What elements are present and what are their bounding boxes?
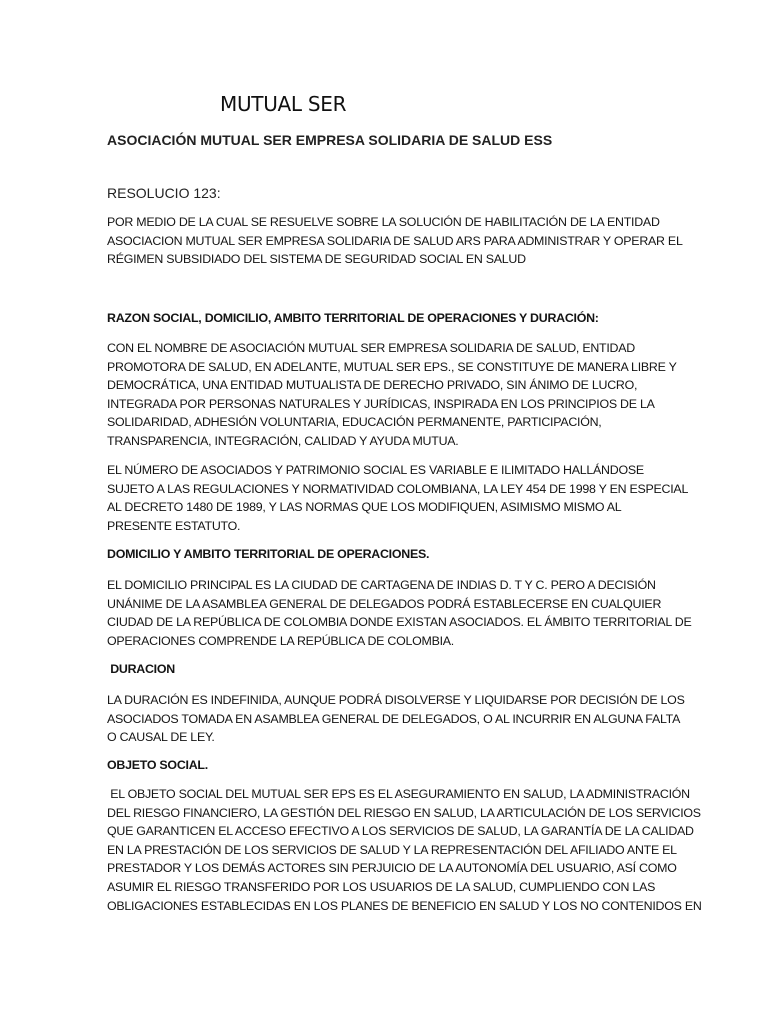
text-line: ASOCIACION MUTUAL SER EMPRESA SOLIDARIA DE SALUD ARS PARA ADMINISTRAR Y OPERAR EL bbox=[107, 233, 683, 248]
section-heading-objeto-social: OBJETO SOCIAL. bbox=[107, 758, 208, 772]
text-line: EN LA PRESTACIÓN DE LOS SERVICIOS DE SALUD Y LA REPRESENTACIÓN DEL AFILIADO ANTE EL bbox=[107, 842, 677, 857]
text-line: ASOCIADOS TOMADA EN ASAMBLEA GENERAL DE DELEGADOS, O AL INCURRIR EN ALGUNA FALTA bbox=[107, 711, 681, 726]
text-line: OPERACIONES COMPRENDE LA REPÚBLICA DE COLOMBIA. bbox=[107, 633, 454, 648]
text-line: EL NÚMERO DE ASOCIADOS Y PATRIMONIO SOCIAL ES VARIABLE E ILIMITADO HALLÁNDOSE bbox=[107, 463, 644, 477]
section-heading-duracion: DURACION bbox=[107, 662, 175, 676]
text-line: LA DURACIÓN ES INDEFINIDA, AUNQUE PODRÁ DISOLVERSE Y LIQUIDARSE POR DECISIÓN DE LOS bbox=[107, 693, 685, 707]
duracion-paragraph bbox=[107, 691, 685, 747]
resolution-number: RESOLUCIO 123: bbox=[107, 185, 221, 201]
intro-paragraph bbox=[107, 213, 683, 269]
text-line: EL DOMICILIO PRINCIPAL ES LA CIUDAD DE CARTAGENA DE INDIAS D. T Y C. PERO A DECISIÓN bbox=[107, 578, 656, 592]
text-line: POR MEDIO DE LA CUAL SE RESUELVE SOBRE LA SOLUCIÓN DE HABILITACIÓN DE LA ENTIDAD bbox=[107, 215, 660, 229]
objeto-social-paragraph bbox=[107, 785, 702, 915]
razon-social-paragraph bbox=[107, 339, 677, 451]
section-heading-domicilio: DOMICILIO Y AMBITO TERRITORIAL DE OPERACIONES. bbox=[107, 547, 430, 561]
document-subtitle: ASOCIACIÓN MUTUAL SER EMPRESA SOLIDARIA DE SALUD ESS bbox=[107, 132, 553, 148]
text-line: ASUMIR EL RIESGO TRANSFERIDO POR LOS USUARIOS DE LA SALUD, CUMPLIENDO CON LAS bbox=[107, 879, 656, 894]
domicilio-paragraph bbox=[107, 576, 692, 650]
text-line: CON EL NOMBRE DE ASOCIACIÓN MUTUAL SER EMPRESA SOLIDARIA DE SALUD, ENTIDAD bbox=[107, 341, 635, 355]
text-line: CIUDAD DE LA REPÚBLICA DE COLOMBIA DONDE EXISTAN ASOCIADOS. EL ÁMBITO TERRITORIAL DE bbox=[107, 615, 692, 630]
text-line: OBLIGACIONES ESTABLECIDAS EN LOS PLANES DE BENEFICIO EN SALUD Y LOS NO CONTENIDOS EN bbox=[107, 898, 702, 913]
text-line: DEL RIESGO FINANCIERO, LA GESTIÓN DEL RIESGO EN SALUD, LA ARTICULACIÓN DE LOS SERVICIOS bbox=[107, 805, 701, 820]
section-heading-razon-social: RAZON SOCIAL, DOMICILIO, AMBITO TERRITORIAL DE OPERACIONES Y DURACIÓN: bbox=[107, 311, 599, 325]
text-line: PROMOTORA DE SALUD, EN ADELANTE, MUTUAL SER EPS., SE CONSTITUYE DE MANERA LIBRE Y bbox=[107, 359, 677, 374]
text-line: SOLIDARIDAD, ADHESIÓN VOLUNTARIA, EDUCACIÓN PERMANENTE, PARTICIPACIÓN, bbox=[107, 415, 602, 430]
text-line: SUJETO A LAS REGULACIONES Y NORMATIVIDAD COLOMBIANA, LA LEY 454 DE 1998 Y EN ESPECIAL bbox=[107, 481, 689, 496]
text-line: PRESTADOR Y LOS DEMÁS ACTORES SIN PERJUICIO DE LA AUTONOMÍA DEL USUARIO, ASÍ COMO bbox=[107, 861, 677, 876]
asociados-paragraph bbox=[107, 461, 689, 535]
text-line: INTEGRADA POR PERSONAS NATURALES Y JURÍDICAS, INSPIRADA EN LOS PRINCIPIOS DE LA bbox=[107, 396, 655, 411]
text-line: RÉGIMEN SUBSIDIADO DEL SISTEMA DE SEGURIDAD SOCIAL EN SALUD bbox=[107, 252, 526, 267]
text-line: O CAUSAL DE LEY. bbox=[107, 730, 215, 745]
text-line: PRESENTE ESTATUTO. bbox=[107, 518, 241, 533]
text-line: QUE GARANTICEN EL ACCESO EFECTIVO A LOS SERVICIOS DE SALUD, LA GARANTÍA DE LA CALIDAD bbox=[107, 824, 694, 839]
text-line: TRANSPARENCIA, INTEGRACIÓN, CALIDAD Y AYUDA MUTUA. bbox=[107, 433, 459, 448]
text-line: DEMOCRÁTICA, UNA ENTIDAD MUTUALISTA DE DERECHO PRIVADO, SIN ÁNIMO DE LUCRO, bbox=[107, 378, 638, 393]
text-line: EL OBJETO SOCIAL DEL MUTUAL SER EPS ES EL ASEGURAMIENTO EN SALUD, LA ADMINISTRACIÓN bbox=[107, 787, 690, 801]
text-line: AL DECRETO 1480 DE 1989, Y LAS NORMAS QUE LOS MODIFIQUEN, ASIMISMO MISMO AL bbox=[107, 500, 622, 515]
text-line: UNÁNIME DE LA ASAMBLEA GENERAL DE DELEGADOS PODRÁ ESTABLECERSE EN CUALQUIER bbox=[107, 596, 662, 611]
document-title: MUTUAL SER bbox=[220, 92, 347, 116]
